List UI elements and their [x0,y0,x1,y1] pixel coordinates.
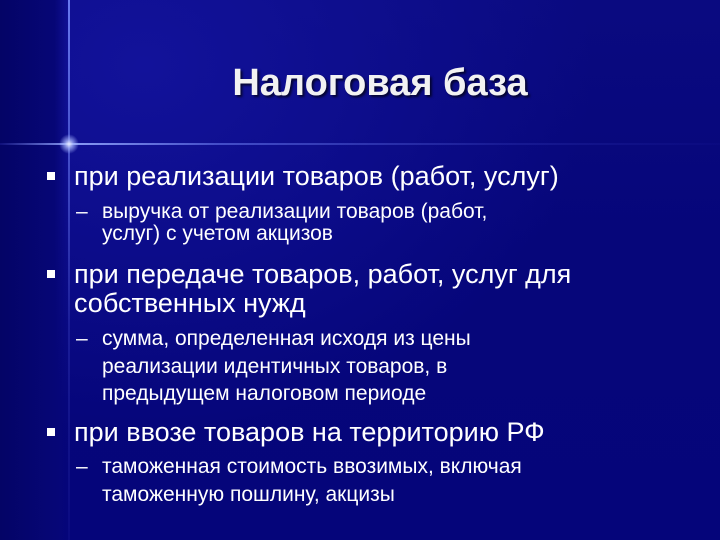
vertical-decorative-line [68,0,70,540]
sub-item-3-line-2: таможенную пошлину, акцизы [102,483,395,506]
sub-item-dash: – [76,455,88,478]
sub-item-1-line-2: услуг) с учетом акцизов [102,222,333,245]
bullet-icon [47,428,55,436]
sub-item-dash: – [76,327,88,350]
sub-item-1-line-1: выручка от реализации товаров (работ, [102,200,488,223]
sub-item-3-line-1: таможенная стоимость ввозимых, включая [102,455,522,478]
bullet-item-2-line-2: собственных нужд [74,288,306,318]
bullet-icon [47,172,55,180]
bullet-icon [47,270,55,278]
sparkle-icon [59,134,79,154]
horizontal-decorative-line [0,143,720,145]
bullet-item-3: при ввозе товаров на территорию РФ [74,417,545,447]
sub-item-dash: – [76,200,88,223]
sub-item-2-line-3: предыдущем налоговом периоде [102,382,427,405]
left-decorative-band [0,0,68,540]
sub-item-2-line-2: реализации идентичных товаров, в [102,355,448,378]
slide-title: Налоговая база [232,62,528,104]
bullet-item-2-line-1: при передаче товаров, работ, услуг для [74,259,572,289]
bullet-item-1: при реализации товаров (работ, услуг) [74,161,559,191]
sub-item-2-line-1: сумма, определенная исходя из цены [102,327,471,350]
